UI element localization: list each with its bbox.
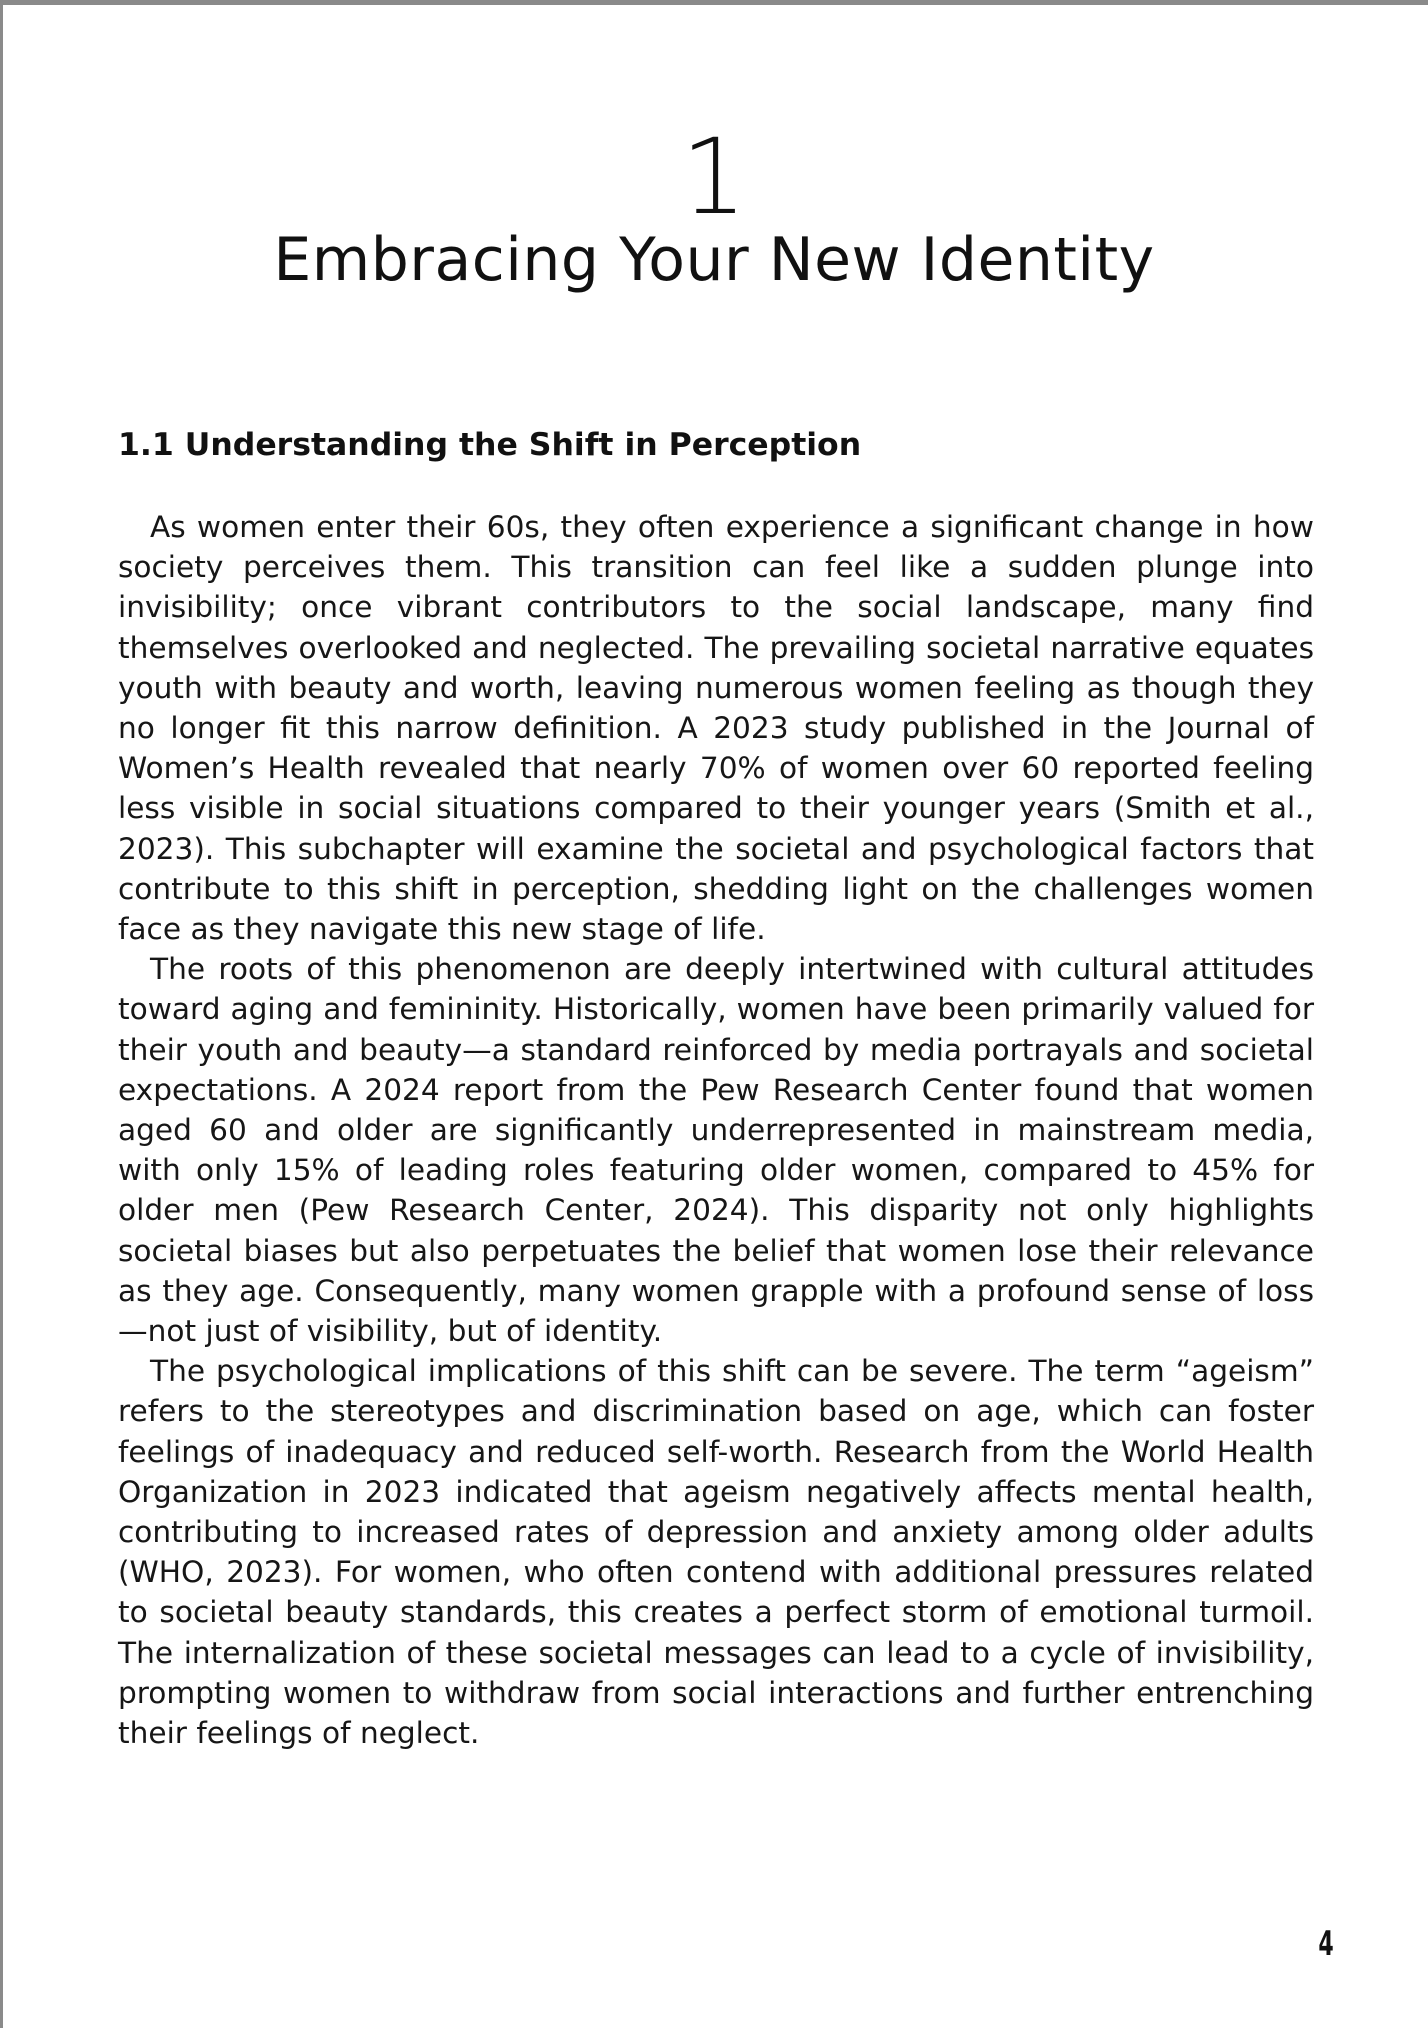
paragraph-2: The roots of this phenomenon are deeply intertwined with cultural attitudes toward aging and femininity. Historically, women have been primarily valued for their youth and beauty—a standard reinforced by media portrayals and societal expectations. A 2024 report from the Pew Research Center found that women aged 60 and older are significantly underrepresented in mainstream media, with only 15% of leading roles featuring older women, compared to 45% for older men (Pew Research Center, 2024). This disparity not only highlights societal biases but also perpetuates the belief that women lose their relevance as they age. Consequently, many women grapple with a profound sense of loss—not just of visibility, but of identity.: [118, 952, 1314, 1349]
page-left-edge: [0, 0, 3, 2028]
page-top-edge: [0, 0, 1428, 5]
section-heading: 1.1 Understanding the Shift in Perception: [118, 427, 862, 463]
section-body: [118, 507, 1314, 1753]
page-number: 4: [1318, 1924, 1334, 1964]
paragraph-1: As women enter their 60s, they often experience a significant change in how society perceives them. This transition can feel like a sudden plunge into invisibility; once vibrant contributors to the social landscape, many find themselves overlooked and neglected. The prevailing societal narrative equates youth with beauty and worth, leaving numerous women feeling as though they no longer fit this narrow definition. A 2023 study published in the Journal of Women’s Health revealed that nearly 70% of women over 60 reported feeling less visible in social situations compared to their younger years (Smith et al., 2023). This subchapter will examine the societal and psychological factors that contribute to this shift in perception, shedding light on the challenges women face as they navigate this new stage of life.: [118, 510, 1314, 947]
chapter-title: Embracing Your New Identity: [273, 225, 1155, 295]
paragraph-3: The psychological implications of this shift can be severe. The term “ageism” refers to the stereotypes and discrimination based on age, which can foster feelings of inadequacy and reduced self-worth. Research from the World Health Organization in 2023 indicated that ageism negatively affects mental health, contributing to increased rates of depression and anxiety among older adults (WHO, 2023). For women, who often contend with additional pressures related to societal beauty standards, this creates a perfect storm of emotional turmoil. The internalization of these societal messages can lead to a cycle of invisibility, prompting women to withdraw from social interactions and further entrenching their feelings of neglect.: [118, 1354, 1314, 1751]
chapter-number: 1: [680, 116, 748, 238]
